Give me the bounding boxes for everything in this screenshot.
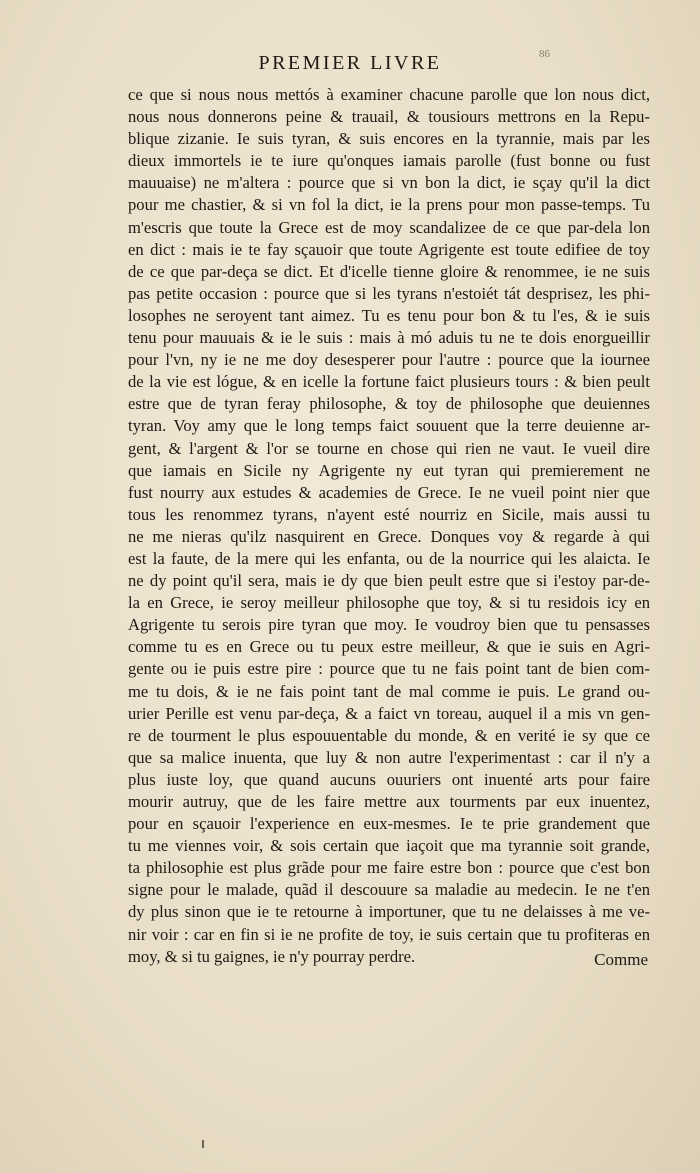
text-line: nous nous donnerons peine & trauail, & tousiours mettrons en la Repu-: [128, 107, 650, 127]
text-line: urier Perille est venu par-deça, & a faict vn toreau, auquel il a mis vn gen-: [128, 703, 650, 723]
text-line: signe pour le malade, quãd il descouure sa maladie au medecin. Ie ne t'en: [128, 880, 650, 900]
body-text: [128, 84, 650, 968]
text-line: me tu dois, & ie ne fais point tant de mal comme ie puis. Le grand ou-: [128, 681, 650, 701]
text-line: la en Grece, ie seroy meilleur philosophe que toy, & si tu residois icy en: [128, 593, 650, 613]
text-line: pour me chastier, & si vn fol la dict, ie la prens pour mon passe-temps. Tu: [128, 195, 650, 215]
text-line: nir voir : car en fin si ie ne profite de toy, ie suis certain que tu profiteras en: [128, 924, 650, 944]
text-line: moy, & si tu gaignes, ie n'y pourray perdre.: [128, 946, 416, 966]
text-line: comme tu es en Grece ou tu peux estre meilleur, & que ie suis en Agri-: [128, 637, 650, 657]
text-line: que sa malice inuenta, que luy & non autre l'experimentast : car il n'y a: [128, 747, 650, 767]
text-line: dy plus sinon que ie te retourne à importuner, que tu ne delaisses à me ve-: [128, 902, 650, 922]
text-line: gent, & l'argent & l'or se tourne en chose qui rien ne vaut. Ie vueil dire: [128, 438, 650, 458]
text-line: fust nourry aux estudes & academies de Grece. Ie ne vueil point nier que: [128, 482, 650, 502]
text-line: pas petite occasion : pource que si les tyrans n'estoiét tát desprisez, les phi-: [128, 283, 650, 303]
text-line: losophes ne seroyent tant aimez. Tu es tenu pour bon & tu l'es, & ie suis: [128, 305, 650, 325]
text-line: est la faute, de la mere qui les enfanta, ou de la nourrice qui les alaicta. Ie: [128, 548, 650, 568]
ink-speck: [202, 1140, 204, 1148]
catchword: Comme: [594, 950, 648, 969]
text-line: tenu pour mauuais & ie le suis : mais à mó aduis tu ne te dois enorgueillir: [128, 328, 650, 348]
text-line: mauuaise) ne m'altera : pource que si vn bon la dict, ie sçay qu'il la dict: [128, 173, 650, 193]
text-line: ce que si nous nous mettós à examiner chacune parolle que lon nous dict,: [128, 85, 650, 104]
text-line: en dict : mais ie te fay sçauoir que toute Agrigente est toute edifiee de toy: [128, 239, 650, 259]
text-line: mourir autruy, que de les faire mettre aux tourments par eux inuentez,: [128, 792, 650, 811]
text-line: que iamais en Sicile ny Agrigente ny eut tyran qui premierement ne: [128, 460, 650, 480]
text-line: m'escris que toute la Grece est de moy scandalizee de ce que par-dela lon: [128, 217, 650, 237]
text-line: pour en sçauoir l'experience en eux-mesmes. Ie te prie grandement que: [128, 814, 650, 834]
text-line: blique zizanie. Ie suis tyran, & suis encores en la tyrannie, mais par les: [128, 129, 650, 149]
text-line: Agrigente tu serois pire tyran que moy. Ie voudroy bien que tu pensasses: [128, 615, 650, 635]
running-header: PREMIER LIVRE: [258, 52, 442, 74]
folio-number: 86: [539, 48, 550, 60]
text-line: de ce que par-deça se dict. Et d'icelle tienne gloire & renommee, ie ne suis: [128, 261, 650, 281]
text-line: ta philosophie est plus grãde pour me faire estre bon : pource que c'est bon: [128, 858, 650, 878]
text-line: estre que de tyran feray philosophe, & toy de philosophe que deuiennes: [128, 394, 650, 414]
text-line: plus iuste loy, que quand aucuns ouuriers ont inuenté arts pour faire: [128, 769, 650, 789]
text-line: tous les renommez tyrans, n'ayent esté nourriz en Sicile, mais aussi tu: [128, 504, 650, 524]
text-line: ne dy point qu'il sera, mais ie dy que bien peult estre que si i'estoy par-de-: [128, 571, 650, 591]
text-line: tyran. Voy amy que le long temps faict souuent que la terre deuienne ar-: [128, 416, 650, 436]
text-line: gente ou ie puis estre pire : pource que tu ne fais point tant de bien com-: [128, 659, 650, 679]
text-line: dieux immortels ie te iure qu'onques iamais parolle (fust bonne ou fust: [128, 151, 650, 171]
text-line: ne me nieras qu'ilz nasquirent en Grece. Donques voy & regarde à qui: [128, 526, 650, 546]
text-line: re de tourment le plus espouuentable du monde, & en verité ie sy que ce: [128, 725, 650, 745]
text-line: pour l'vn, ny ie ne me doy desesperer pour l'autre : pource que la iournee: [128, 350, 650, 370]
text-line: tu me viennes voir, & sois certain que iaçoit que ma tyrannie soit grande,: [128, 836, 650, 856]
text-line: de la vie est lógue, & en icelle la fortune faict plusieurs tours : & bien peult: [128, 372, 650, 392]
